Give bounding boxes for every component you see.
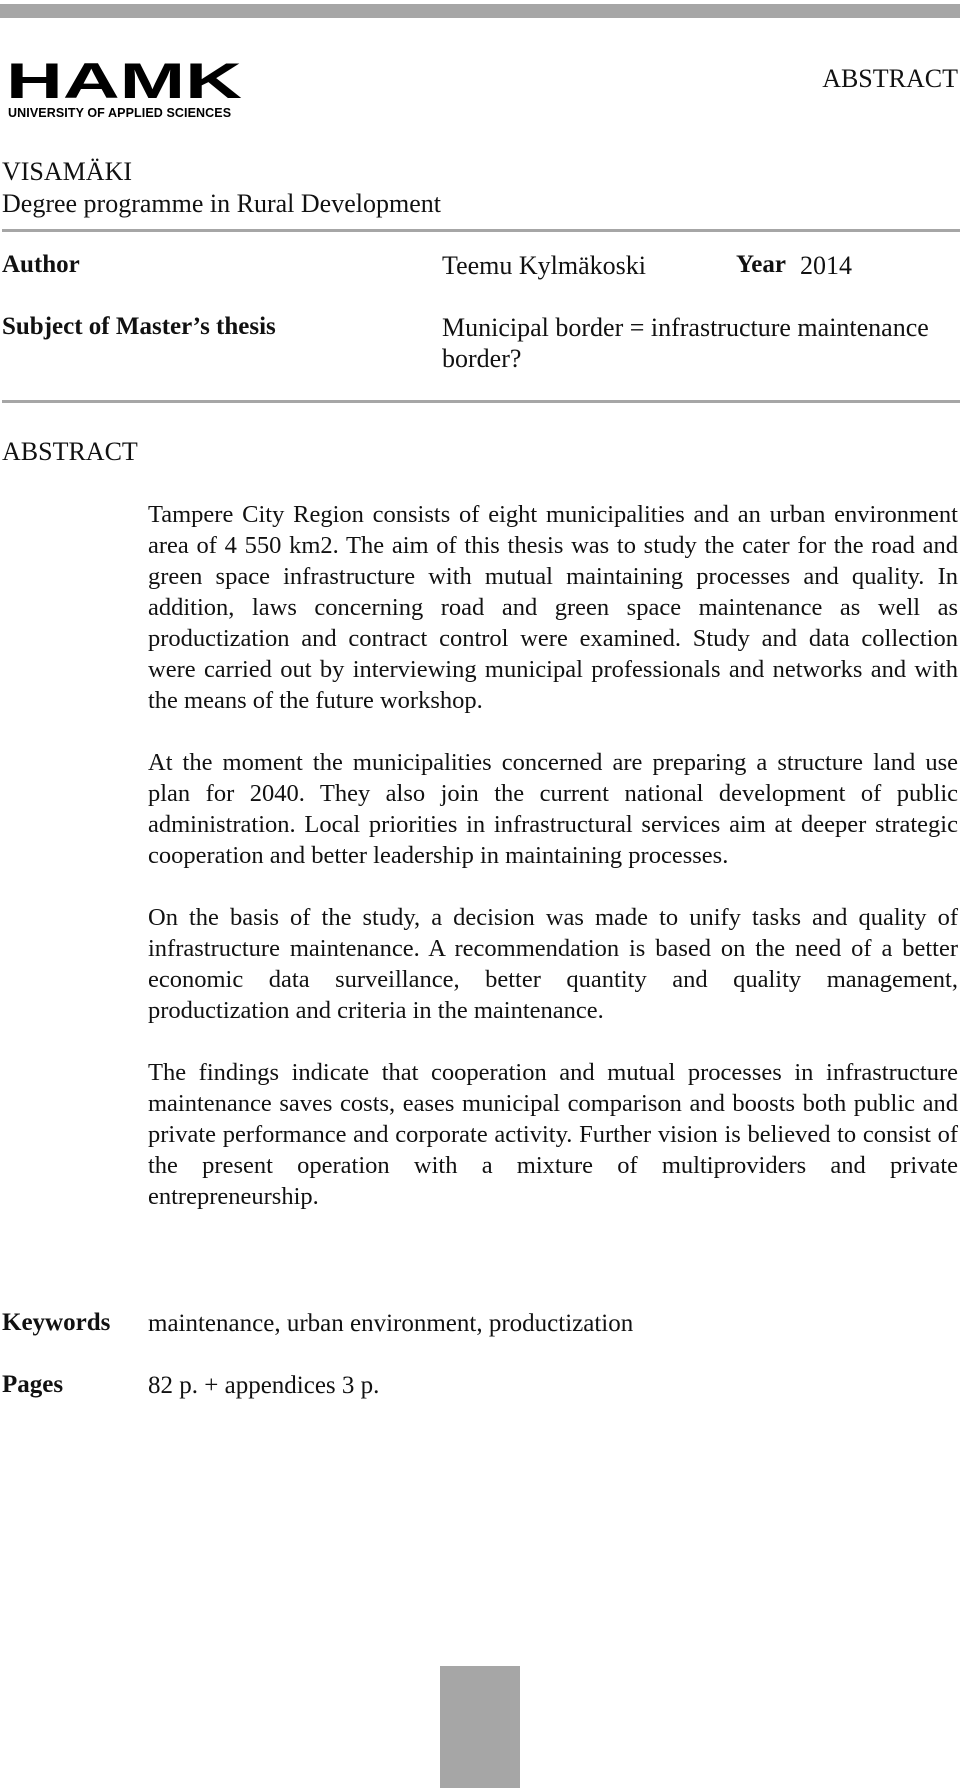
year-value: 2014	[800, 251, 852, 280]
subject-label: Subject of Master’s thesis	[2, 313, 276, 340]
abstract-body	[148, 499, 958, 1243]
organization-block	[2, 156, 441, 220]
divider-top	[2, 229, 960, 232]
abstract-heading: ABSTRACT	[2, 437, 138, 466]
hamk-logo-wordmark	[6, 58, 246, 102]
pages-label: Pages	[2, 1371, 64, 1398]
abstract-paragraph: Tampere City Region consists of eight municipalities and an urban environment area of 4 550 km2. The aim of this thesis was to study the cater for the road and green space infrastructure with mutual maintaining processes and quality. In addition, laws concerning road and green space maintenance as well as productization and contract control were examined. Study and data collection were carried out by interviewing municipal professionals and networks and with the means of the future workshop.	[148, 501, 958, 714]
bottom-decorative-tab	[440, 1666, 520, 1788]
abstract-paragraph: The findings indicate that cooperation and mutual processes in infrastructure maintenance saves costs, eases municipal comparison and boosts both public and private performance and corporate activity. Further vision is believed to consist of the present operation with a mixture of multiproviders and private entrepreneurship.	[148, 1059, 958, 1210]
author-label: Author	[2, 251, 80, 278]
keywords-value: maintenance, urban environment, productization	[148, 1310, 634, 1337]
top-decorative-bar	[0, 4, 960, 18]
hamk-logo	[6, 58, 256, 122]
divider-bottom	[2, 400, 960, 403]
document-type-label: ABSTRACT	[822, 64, 958, 93]
subject-value: Municipal border = infrastructure maintenance border?	[442, 313, 929, 373]
abstract-paragraph: On the basis of the study, a decision was made to unify tasks and quality of infrastructure maintenance. A recommendation is based on the need of a better economic data surveillance, better quantity and quality management, productization and criteria in the maintenance.	[148, 904, 958, 1024]
keywords-label: Keywords	[2, 1309, 111, 1336]
logo-wordmark-text: HAMK	[6, 58, 243, 102]
degree-programme: Degree programme in Rural Development	[2, 189, 441, 218]
year-label: Year	[736, 251, 786, 278]
logo-subtitle: UNIVERSITY OF APPLIED SCIENCES	[8, 106, 232, 120]
unit-name: VISAMÄKI	[2, 157, 132, 186]
abstract-paragraph: At the moment the municipalities concerned are preparing a structure land use plan for 2040. They also join the current national development of public administration. Local priorities in infrastructural services aim at deeper strategic cooperation and better leadership in maintaining processes.	[148, 749, 958, 869]
author-value: Teemu Kylmäkoski	[442, 251, 646, 280]
pages-value: 82 p. + appendices 3 p.	[148, 1372, 380, 1399]
